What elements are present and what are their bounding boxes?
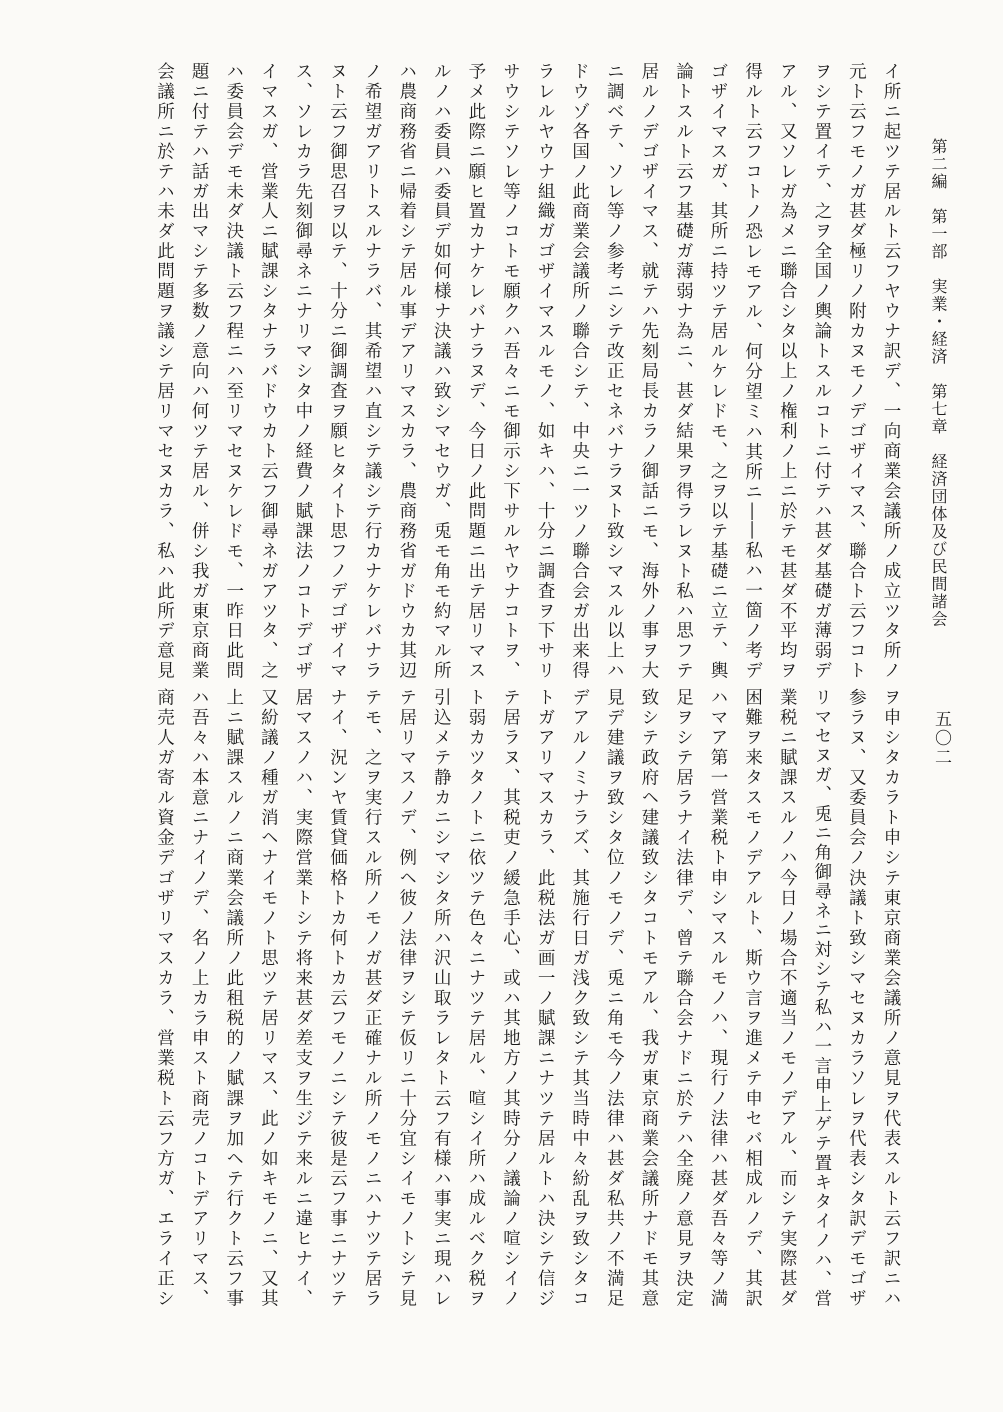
text-column: テモ、之ヲ実行スル所ノモノガ甚ダ正確ナル所ノモノニハナツテ居ラ bbox=[362, 688, 383, 1308]
text-column: ナイ、況ンヤ賃貸価格トカ何トカ云フモノニシテ彼是云フ事ニナツテ bbox=[327, 688, 348, 1308]
text-column: ト弱カツタノトニ依ツテ色々ニナツテ居ル、喧シイ所ハ成ルベク税ヲ bbox=[465, 688, 486, 1308]
text-column: イマスガ、営業人ニ賦課シタナラバドウカト云フ御尋ネガアツタ、之 bbox=[258, 62, 279, 680]
running-header: 第二編 第一部 実業・経済 第七章 経済団体及び民間諸会 bbox=[929, 138, 948, 628]
text-column: ドウゾ各国ノ此商業会議所ノ聯合シテ、中央ニ一ツノ聯合会ガ出来得 bbox=[569, 62, 590, 680]
text-column: 引込メテ静カニシマシタ所ハ沢山取ラレタト云フ有様ハ事実ニ現ハレ bbox=[431, 688, 452, 1308]
text-column: 論トスルト云フ基礎ガ薄弱ナ為ニ、甚ダ結果ヲ得ラレヌト私ハ思フテ bbox=[673, 62, 694, 680]
text-column: リマセヌガ、兎ニ角御尋ネニ対シテ私ハ一言申上ゲテ置キタイノハ、営 bbox=[811, 688, 832, 1308]
text-column: 困難ヲ来タスモノデアルト、斯ウ言ヲ進メテ申セバ相成ルノデ、其訳 bbox=[742, 688, 763, 1308]
text-column: 予メ此際ニ願ヒ置カナケレバナラヌデ、今日ノ此問題ニ出テ居リマス bbox=[465, 62, 486, 680]
text-column: ハ農商務省ニ帰着シテ居ル事デアリマスカラ、農商務省ガドウカ其辺 bbox=[396, 62, 417, 680]
text-column: ヲシテ置イテ、之ヲ全国ノ輿論トスルコトニ付テハ甚ダ基礎ガ薄弱デ bbox=[811, 62, 832, 680]
text-column: イ所ニ起ツテ居ルト云フヤウナ訳デ、一向商業会議所ノ成立ツタ所ノ bbox=[881, 62, 901, 680]
lower-text-block bbox=[78, 688, 908, 1308]
text-column: 居ルノデゴザイマス、就テハ先刻局長カラノ御話ニモ、海外ノ事ヲ大 bbox=[638, 62, 659, 680]
text-column: 業税ニ賦課スルノハ今日ノ場合不適当ノモノデアル、而シテ実際甚ダ bbox=[777, 688, 798, 1308]
text-column: 得ルト云フコトノ恐レモアル、何分望ミハ其所ニ――私ハ一箇ノ考デ bbox=[742, 62, 763, 680]
text-column: トガアリマスカラ、此税法ガ画一ノ賦課ニナツテ居ルトハ決シテ信ジ bbox=[535, 688, 556, 1308]
text-column: サウシテソレ等ノコトモ願クハ吾々ニモ御示シ下サルヤウナコトヲ、 bbox=[500, 62, 521, 680]
page-number: 五〇二 bbox=[931, 710, 951, 767]
text-column: ハ委員会デモ未ダ決議ト云フ程ニハ至リマセヌケレドモ、一昨日此問 bbox=[223, 62, 244, 680]
text-column: 又紛議ノ種ガ消ヘナイモノト思ツテ居リマス、此ノ如キモノニ、又其 bbox=[258, 688, 279, 1308]
text-column: ヲ申シタカラト申シテ東京商業会議所ノ意見ヲ代表スルト云フ訳ニハ bbox=[881, 688, 901, 1308]
text-column: ゴザイマスガ、其所ニ持ツテ居ルケレドモ、之ヲ以テ基礎ニ立テ、輿 bbox=[708, 62, 729, 680]
text-column: 参ラヌ、又委員会ノ決議ト致シマセヌカラソレヲ代表シタ訳デモゴザ bbox=[846, 688, 867, 1308]
text-column: 上ニ賦課スルノニ商業会議所ノ此租税的ノ賦課ヲ加ヘテ行クト云フ事 bbox=[223, 688, 244, 1308]
text-column: ハ吾々ハ本意ニナイノデ、名ノ上カラ申スト商売ノコトデアリマス、 bbox=[189, 688, 210, 1308]
text-column: 見デ建議ヲ致シタ位ノモノデ、兎ニ角モ今ノ法律ハ甚ダ私共ノ不満足 bbox=[604, 688, 625, 1308]
text-column: 商売人ガ寄ル資金デゴザリマスカラ、営業税ト云フ方ガ、エライ正シ bbox=[154, 688, 175, 1308]
upper-text-block bbox=[78, 62, 908, 680]
text-column: ニ調ベテ、ソレ等ノ参考ニシテ改正セネバナラヌト致シマスル以上ハ bbox=[604, 62, 625, 680]
text-column: ラレルヤウナ組織ガゴザイマスルモノ、如キハ、十分ニ調査ヲ下サリ bbox=[535, 62, 556, 680]
text-column: ス、ソレカラ先刻御尋ネニナリマシタ中ノ経費ノ賦課法ノコトデゴザ bbox=[292, 62, 313, 680]
text-column: 元ト云フモノガ甚ダ極リノ附カヌモノデゴザイマス、聯合ト云フコト bbox=[846, 62, 867, 680]
text-column: 足ヲシテ居ラナイ法律デ、曾テ聯合会ナドニ於テハ全廃ノ意見ヲ決定 bbox=[673, 688, 694, 1308]
text-column: ルノハ委員ハ委員デ如何様ナ決議ハ致シマセウガ、兎モ角モ約マル所 bbox=[431, 62, 452, 680]
text-column: ノ希望ガアリトスルナラバ、其希望ハ直シテ議シテ行カナケレバナラ bbox=[362, 62, 383, 680]
text-column: ハマア第一営業税ト申シマスルモノハ、現行ノ法律ハ甚ダ吾々等ノ満 bbox=[708, 688, 729, 1308]
text-column: 会議所ニ於テハ未ダ此問題ヲ議シテ居リマセヌカラ、私ハ此所デ意見 bbox=[154, 62, 175, 680]
text-column: テ居リマスノデ、例ヘ彼ノ法律ヲシテ仮リニ十分宜シイモノトシテ見 bbox=[396, 688, 417, 1308]
text-column: アル、又ソレガ為メニ聯合シタ以上ノ権利ノ上ニ於テモ甚ダ不平均ヲ bbox=[777, 62, 798, 680]
text-column: 致シテ政府ヘ建議致シタコトモアル、我ガ東京商業会議所ナドモ其意 bbox=[638, 688, 659, 1308]
text-column: 題ニ付テハ話ガ出マシテ多数ノ意向ハ何ツテ居ル、併シ我ガ東京商業 bbox=[189, 62, 210, 680]
text-column: デアルノミナラズ、其施行日ガ浅ク致シテ其当時中々紛乱ヲ致シタコ bbox=[569, 688, 590, 1308]
text-column: ヌト云フ御思召ヲ以テ、十分ニ御調査ヲ願ヒタイト思フノデゴザイマ bbox=[327, 62, 348, 680]
text-column: 居マスノハ、実際営業トシテ将来甚ダ差支ヲ生ジテ来ルニ違ヒナイ、 bbox=[292, 688, 313, 1308]
text-column: テ居ラヌ、其税吏ノ緩急手心、或ハ其地方ノ其時分ノ議論ノ喧シイノ bbox=[500, 688, 521, 1308]
